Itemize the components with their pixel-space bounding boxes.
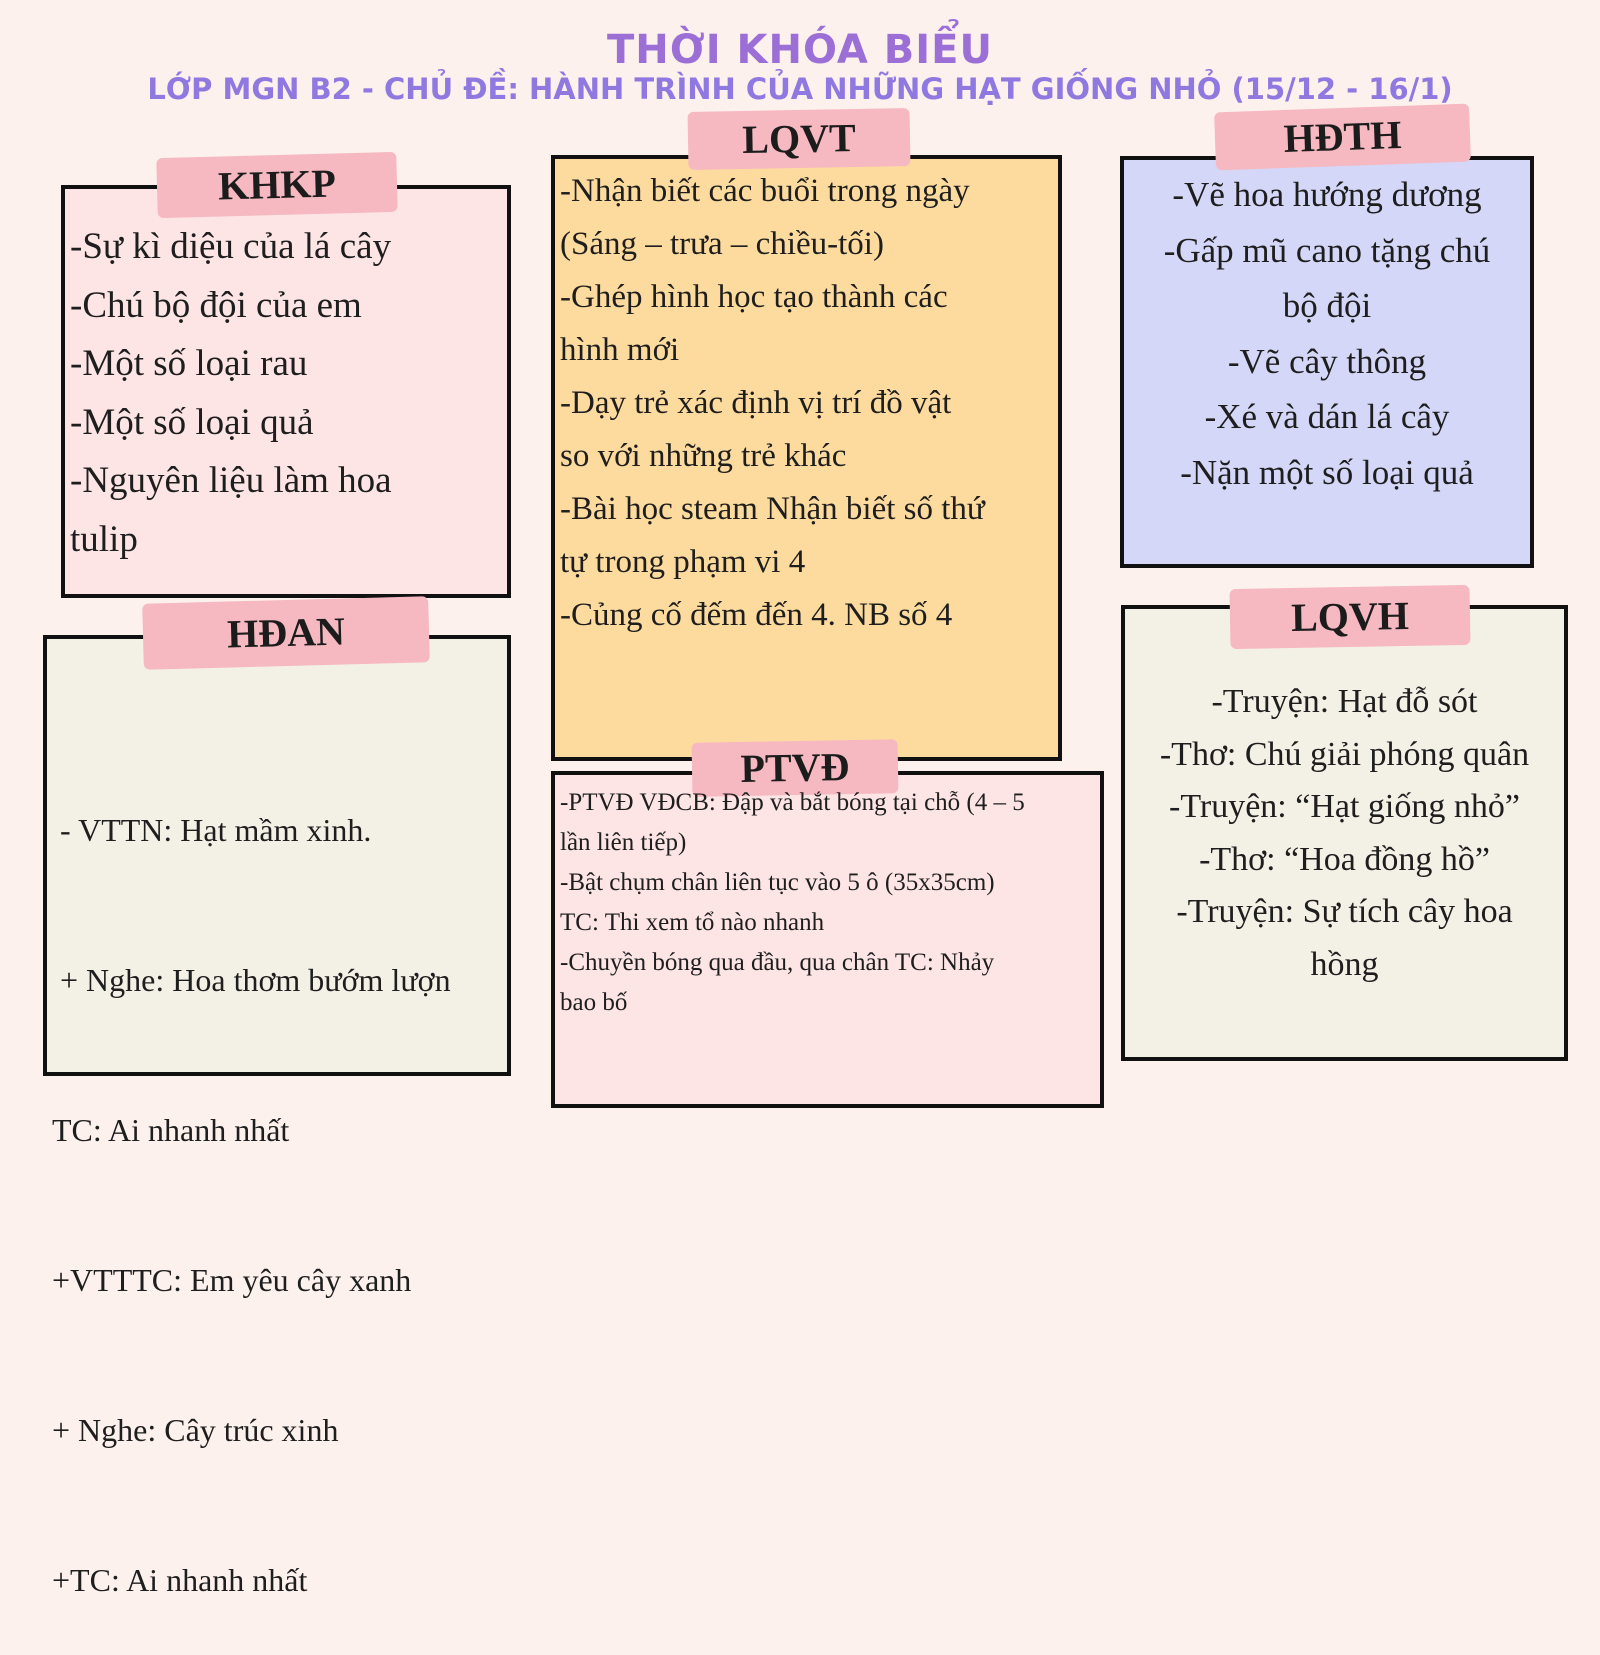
- page-subtitle: LỚP MGN B2 - CHỦ ĐỀ: HÀNH TRÌNH CỦA NHỮNG HẠT GIỐNG NHỎ (15/12 - 16/1): [147, 72, 1453, 106]
- lqvt-line: so với những trẻ khác: [560, 438, 847, 474]
- khkp-line: tulip: [70, 518, 138, 560]
- lqvh-line: hồng: [1310, 945, 1379, 983]
- hdan-line: - VTTN: Hạt mầm xinh.: [52, 812, 372, 848]
- lqvh-line: -Thơ: Chú giải phóng quân: [1159, 735, 1530, 773]
- lqvt-line: (Sáng – trưa – chiều-tối): [560, 226, 884, 262]
- page-title: THỜI KHÓA BIỂU: [607, 27, 993, 73]
- khkp-line: -Một số loại rau: [70, 343, 308, 384]
- lqvt-line: -Bài học steam Nhận biết số thứ: [560, 491, 985, 527]
- khkp-line: -Một số loại quả: [70, 401, 314, 443]
- hdan-line: +VTTTC: Em yêu cây xanh: [52, 1262, 412, 1298]
- khkp-content: [70, 218, 500, 569]
- lqvt-line: -Nhận biết các buổi trong ngày: [560, 173, 970, 209]
- lqvt-label: LQVT: [688, 108, 911, 170]
- hdth-content: [1126, 167, 1528, 500]
- ptvd-label: PTVĐ: [692, 739, 899, 797]
- hdan-line: +TC: Ai nhanh nhất: [52, 1562, 308, 1598]
- lqvt-line: -Ghép hình học tạo thành các: [560, 279, 948, 315]
- ptvd-line: -Bật chụm chân liên tục vào 5 ô (35x35cm): [560, 869, 995, 896]
- hdth-line: bộ đội: [1282, 286, 1372, 325]
- hdth-label: HĐTH: [1214, 104, 1471, 171]
- lqvh-line: -Truyện: “Hạt giống nhỏ”: [1169, 788, 1520, 825]
- lqvt-line: hình mới: [560, 332, 680, 368]
- lqvt-line: tự trong phạm vi 4: [560, 544, 806, 580]
- lqvt-line: -Củng cố đếm đến 4. NB số 4: [560, 597, 953, 633]
- khkp-line: -Chú bộ đội của em: [70, 284, 362, 326]
- khkp-label: KHKP: [156, 152, 397, 218]
- ptvd-content: [560, 783, 1100, 1023]
- lqvh-line: -Truyện: Sự tích cây hoa: [1176, 893, 1513, 930]
- ptvd-line: -PTVĐ VĐCB: Đập và bắt bóng tại chỗ (4 – 5: [560, 789, 1025, 816]
- hdth-line: -Nặn một số loại quả: [1180, 452, 1474, 492]
- ptvd-line: TC: Thi xem tổ nào nhanh: [560, 909, 825, 936]
- hdth-line: -Xé và dán lá cây: [1204, 397, 1450, 436]
- lqvt-content: [560, 165, 1055, 642]
- hdth-line: -Gấp mũ cano tặng chú: [1163, 230, 1491, 270]
- hdan-label: HĐAN: [142, 596, 430, 669]
- ptvd-line: lần liên tiếp): [560, 829, 687, 856]
- hdan-line: + Nghe: Cây trúc xinh: [52, 1412, 339, 1448]
- ptvd-line: bao bố: [560, 989, 628, 1016]
- khkp-line: -Sự kì diệu của lá cây: [70, 226, 392, 267]
- lqvh-content: [1127, 676, 1562, 991]
- hdan-content: [52, 705, 512, 1655]
- lqvh-line: -Truyện: Hạt đỗ sót: [1211, 683, 1478, 720]
- lqvh-line: -Thơ: “Hoa đồng hồ”: [1199, 840, 1490, 878]
- lqvh-label: LQVH: [1229, 585, 1470, 649]
- hdth-line: -Vẽ hoa hướng dương: [1172, 175, 1482, 214]
- khkp-line: -Nguyên liệu làm hoa: [70, 460, 392, 501]
- hdan-line: + Nghe: Hoa thơm bướm lượn: [52, 962, 451, 998]
- ptvd-line: -Chuyền bóng qua đầu, qua chân TC: Nhảy: [560, 949, 995, 976]
- hdth-line: -Vẽ cây thông: [1227, 341, 1427, 381]
- hdan-line: TC: Ai nhanh nhất: [52, 1112, 290, 1148]
- lqvt-line: -Dạy trẻ xác định vị trí đồ vật: [560, 385, 952, 421]
